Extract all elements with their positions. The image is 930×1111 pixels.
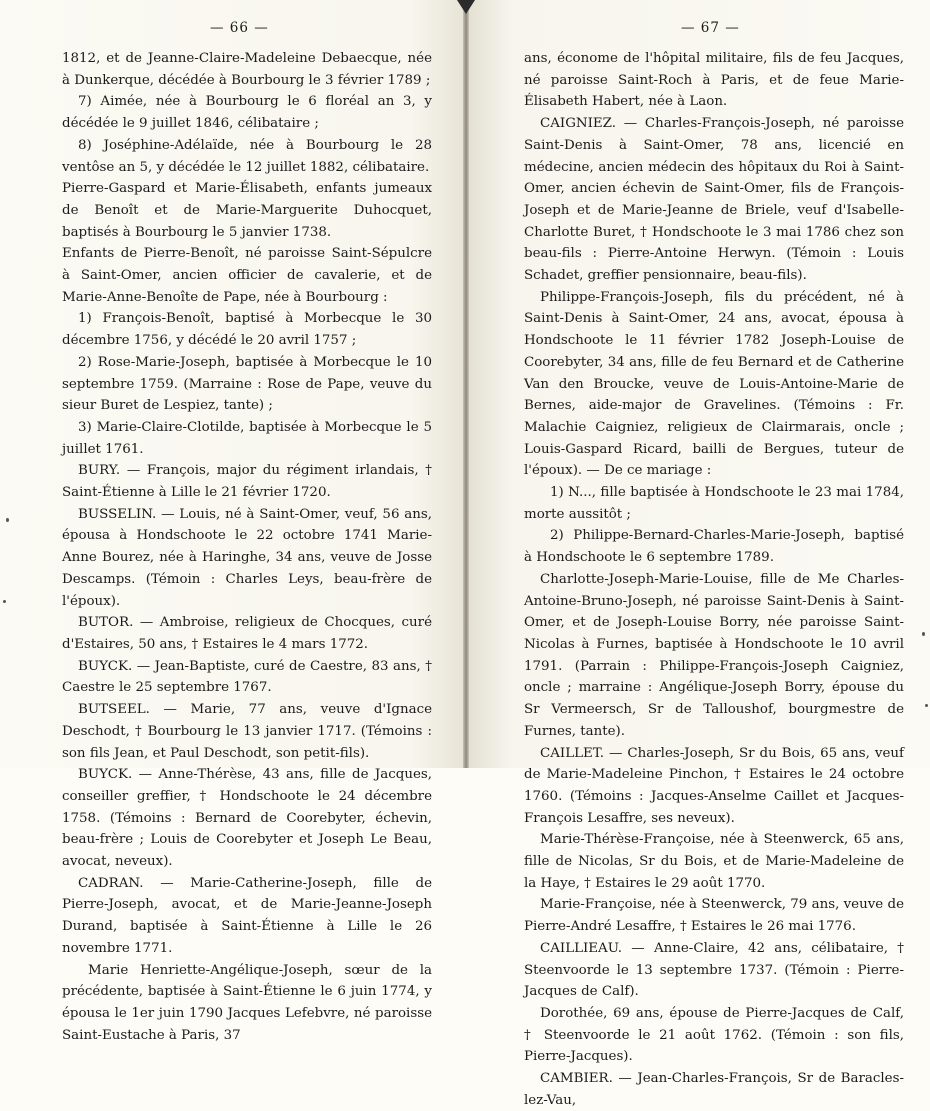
paragraph: CAILLET. — Charles-Joseph, Sr du Bois, 65 ans, veuf de Marie-Madeleine Pinchon, † Estaires le 24 octobre 1760. (Témoins : Jacques-Anselme Caillet et Jacques-François Lesaffre, ses neveux). — [524, 745, 904, 826]
paragraph: CAIGNIEZ. — Charles-François-Joseph, né paroisse Saint-Denis à Saint-Omer, 78 ans, licencié en médecine, ancien médecin des hôpitaux du Roi à Saint-Omer, ancien échevin de Saint-Omer, fils de François-Joseph et de Marie-Jeanne de Briele, veuf d'Isabelle-Charlotte Buret, † Hondschoote le 3 mai 1786 chez son beau-fils : Pierre-Antoine Herwyn. (Témoin : Louis Schadet, greffier pensionnaire, beau-fils). — [524, 116, 904, 284]
scan-speck — [6, 518, 9, 522]
paragraph: BUYCK. — Jean-Baptiste, curé de Caestre, 83 ans, † Caestre le 25 septembre 1767. — [62, 658, 432, 696]
paragraph: Dorothée, 69 ans, épouse de Pierre-Jacques de Calf, † Steenvoorde le 21 août 1762. (Témoin : son fils, Pierre-Jacques). — [524, 1005, 904, 1065]
left-page-text — [62, 48, 432, 1046]
paragraph: Marie-Françoise, née à Steenwerck, 79 ans, veuve de Pierre-André Lesaffre, † Estaires le 26 mai 1776. — [524, 897, 904, 935]
left-page — [0, 0, 466, 1043]
paragraph: Pierre-Gaspard et Marie-Élisabeth, enfants jumeaux de Benoît et de Marie-Marguerite Duhocquet, baptisés à Bourbourg le 5 janvier 1738. — [62, 181, 432, 240]
paragraph: BUTOR. — Ambroise, religieux de Chocques, curé d'Estaires, 50 ans, † Estaires le 4 mars 1772. — [62, 615, 432, 652]
paragraph: 1) François-Benoît, baptisé à Morbecque le 30 décembre 1756, y décédé le 20 avril 1757 ; — [62, 311, 432, 349]
paragraph: Marie Henriette-Angélique-Joseph, sœur de la précédente, baptisée à Saint-Étienne le 6 juin 1774, y épousa le 1er juin 1790 Jacques Lefebvre, né paroisse Saint-Eustache à Paris, 37 — [62, 962, 432, 1043]
right-page — [466, 0, 930, 1108]
paragraph: 8) Joséphine-Adélaïde, née à Bourbourg le 28 ventôse an 5, y décédée le 12 juillet 1882, célibataire. — [62, 137, 432, 175]
paragraph: 1) N..., fille baptisée à Hondschoote le 23 mai 1784, morte aussitôt ; — [524, 485, 904, 522]
paragraph: ans, économe de l'hôpital militaire, fils de feu Jacques, né paroisse Saint-Roch à Paris, et de feue Marie-Élisabeth Habert, née à Laon. — [524, 51, 904, 110]
paragraph: Charlotte-Joseph-Marie-Louise, fille de Me Charles-Antoine-Bruno-Joseph, né paroisse Saint-Denis à Saint-Omer, et de Joseph-Louise Borry, née paroisse Saint-Nicolas à Furnes, baptisée à Hondschoote le 10 avril 1791. (Parrain : Philippe-François-Joseph Caigniez, oncle ; marraine : Angélique-Joseph Borry, épouse du Sr Vermeersch, Sr de Talloushof, bourgmestre de Furnes, tante). — [524, 571, 904, 739]
paragraph: CAMBIER. — Jean-Charles-François, Sr de Baracles-lez-Vau, — [524, 1071, 904, 1108]
paragraph: 2) Rose-Marie-Joseph, baptisée à Morbecque le 10 septembre 1759. (Marraine : Rose de Pape, veuve du sieur Buret de Lespiez, tante) ; — [62, 354, 432, 414]
paragraph: CAILLIEAU. — Anne-Claire, 42 ans, célibataire, † Steenvoorde le 13 septembre 1737. (Témoin : Pierre-Jacques de Calf). — [524, 940, 904, 1000]
paragraph: 7) Aimée, née à Bourbourg le 6 floréal an 3, y décédée le 9 juillet 1846, célibataire ; — [62, 94, 432, 132]
spine-marker — [457, 0, 475, 14]
paragraph: Enfants de Pierre-Benoît, né paroisse Saint-Sépulcre à Saint-Omer, ancien officier de cavalerie, et de Marie-Anne-Benoîte de Pape, née à Bourbourg : — [62, 246, 432, 305]
paragraph: BUYCK. — Anne-Thérèse, 43 ans, fille de Jacques, conseiller greffier, † Hondschoote le 24 décembre 1758. (Témoins : Bernard de Coorebyter, échevin, beau-frère ; Louis de Coorebyter et Joseph Le Beau, avocat, neveux). — [62, 767, 432, 870]
paragraph: BUSSELIN. — Louis, né à Saint-Omer, veuf, 56 ans, épousa à Hondschoote le 22 octobre 1741 Marie-Anne Bourez, née à Haringhe, 34 ans, veuve de Josse Descamps. (Témoin : Charles Leys, beau-frère de l'époux). — [62, 506, 432, 609]
paragraph: Philippe-François-Joseph, fils du précédent, né à Saint-Denis à Saint-Omer, 24 ans, avocat, épousa à Hondschoote le 11 février 1782 Joseph-Louise de Coorebyter, 34 ans, fille de feu Bernard et de Catherine Van den Broucke, veuve de Louis-Antoine-Marie de Bernes, aide-major de Gravelines. (Témoins : Fr. Malachie Caigniez, religieux de Clairmarais, oncle ; Louis-Gaspard Ricard, bailli de Bergues, tuteur de l'époux). — De ce mariage : — [524, 289, 904, 479]
paragraph: CADRAN. — Marie-Catherine-Joseph, fille de Pierre-Joseph, avocat, et de Marie-Jeanne-Joseph Durand, baptisée à Saint-Étienne à Lille le 26 novembre 1771. — [62, 875, 432, 956]
paragraph: 2) Philippe-Bernard-Charles-Marie-Joseph, baptisé à Hondschoote le 6 septembre 1789. — [524, 528, 904, 566]
scan-speck — [922, 632, 925, 636]
page-number-right: — 67 — — [681, 20, 740, 36]
paragraph: Marie-Thérèse-Françoise, née à Steenwerck, 65 ans, fille de Nicolas, Sr du Bois, et de Marie-Madeleine de la Haye, † Estaires le 29 août 1770. — [524, 832, 904, 891]
scan-speck — [925, 704, 928, 707]
paragraph: 1812, et de Jeanne-Claire-Madeleine Debaecque, née à Dunkerque, décédée à Bourbourg le 3 février 1789 ; — [62, 51, 432, 88]
scan-speck — [3, 600, 6, 603]
paragraph: BUTSEEL. — Marie, 77 ans, veuve d'Ignace Deschodt, † Bourbourg le 13 janvier 1717. (Témoins : son fils Jean, et Paul Deschodt, son petit-fils). — [62, 702, 432, 761]
book-spine — [463, 0, 469, 768]
paragraph: BURY. — François, major du régiment irlandais, † Saint-Étienne à Lille le 21 février 1720. — [62, 463, 432, 501]
right-page-text — [524, 48, 904, 1111]
page-number-left: — 66 — — [210, 20, 269, 36]
paragraph: 3) Marie-Claire-Clotilde, baptisée à Morbecque le 5 juillet 1761. — [62, 419, 432, 457]
